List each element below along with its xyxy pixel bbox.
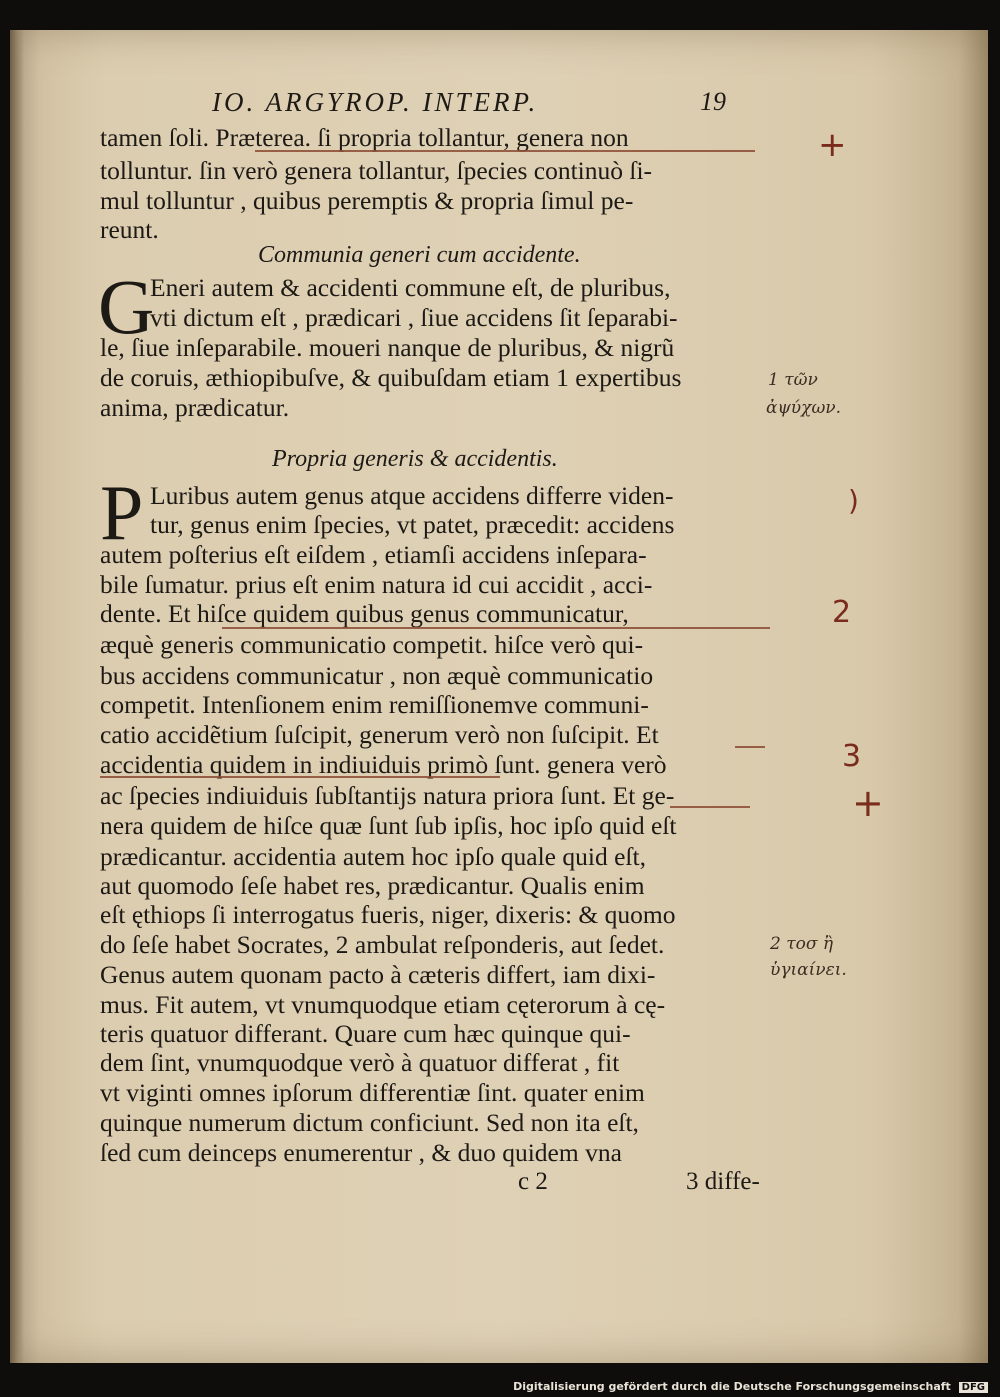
reader-underline [222,627,770,629]
marginal-note: ἀψύχων. [766,398,842,418]
reader-underline [735,746,765,748]
text-line: competit. Intenſionem enim remiſſionemve communi- [100,690,649,719]
text-line: dente. Et hiſce quidem quibus genus communicatur, [100,599,629,628]
text-line: de coruis, æthiopibuſve, & quibuſdam etiam 1 expertibus [100,363,682,392]
marginal-note: 2 τοσ ἢ [770,934,834,954]
text-line: vti dictum eſt , prædicari , ſiue accidens ſit ſeparabi- [150,303,678,332]
text-line: mus. Fit autem, vt vnumquodque etiam cęterorum à cę- [100,990,666,1019]
text-line: quinque numerum dictum conficiunt. Sed non ita eſt, [100,1108,639,1137]
text-line: bus accidens communicatur , non æquè communicatio [100,661,654,690]
text-line: mul tolluntur , quibus peremptis & propria ſimul pe- [100,186,634,215]
section-heading: Propria generis & accidentis. [272,446,558,472]
digitization-credit [513,1380,988,1393]
text-line: accidentia quidem in indiuiduis primò ſunt. genera verò [100,750,667,779]
text-line: prædicantur. accidentia autem hoc ipſo quale quid eſt, [100,842,646,871]
catchword: 3 diffe- [686,1168,760,1195]
drop-cap: G [98,263,155,350]
text-line: catio accidẽtium ſuſcipit, generum verò non ſuſcipit. Et [100,720,659,749]
text-line: Luribus autem genus atque accidens differre viden- [150,481,674,510]
reader-underline [100,776,500,778]
text-line: autem poſterius eſt eiſdem , etiamſi accidens inſepara- [100,540,647,569]
margin-mark: ) [848,484,859,517]
text-line: eſt ęthiops ſi interrogatus fueris, niger, dixeris: & quomo [100,900,676,929]
text-line: tamen ſoli. Præterea. ſi propria tollantur, genera non [100,123,629,152]
drop-cap: P [100,469,144,556]
text-line: ac ſpecies indiuiduis ſubſtantijs natura priora ſunt. Et ge- [100,781,675,810]
text-line: dem ſint, vnumquodque verò à quatuor differat , fit [100,1048,620,1077]
margin-mark: 2 [832,595,852,630]
marginal-note: ὑγιαίνει. [770,960,847,980]
page-gutter [10,30,24,1363]
text-line: tur, genus enim ſpecies, vt patet, præcedit: accidens [150,510,675,539]
text-line: do ſeſe habet Socrates, 2 ambulat reſponderis, aut ſedet. [100,930,665,959]
signature-mark: c 2 [518,1168,548,1195]
text-line: teris quatuor differant. Quare cum hæc quinque qui- [100,1019,631,1048]
text-line: vt viginti omnes ipſorum differentiæ ſint. quater enim [100,1078,645,1107]
text-line: Eneri autem & accidenti commune eſt, de pluribus, [150,273,671,302]
credit-text: Digitalisierung gefördert durch die Deutsche Forschungsgemeinschaft [513,1380,951,1393]
text-line: bile ſumatur. prius eſt enim natura id cui accidit , acci- [100,570,653,599]
reader-underline [255,150,755,152]
text-line: æquè generis communicatio competit. hiſce verò qui- [100,630,644,659]
text-line: aut quomodo ſeſe habet res, prædicantur. Qualis enim [100,871,645,900]
text-line: nera quidem de hiſce quæ ſunt ſub ipſis, hoc ipſo quid eſt [100,811,677,840]
margin-mark: + [818,125,847,165]
dfg-logo: DFG [959,1382,988,1393]
text-line: Genus autem quonam pacto à cæteris differt, iam dixi- [100,960,656,989]
running-title: IO. ARGYROP. INTERP. [212,87,539,117]
text-line: le, ſiue inſeparabile. moueri nanque de pluribus, & nigrũ [100,333,675,362]
margin-mark: + [852,781,884,825]
text-line: reunt. [100,215,159,244]
marginal-note: 1 τῶν [768,370,818,390]
section-heading: Communia generi cum accidente. [258,242,581,268]
text-line: ſed cum deinceps enumerentur , & duo quidem vna [100,1138,622,1167]
text-line: anima, prædicatur. [100,393,290,422]
folio-number: 19 [700,87,726,116]
text-line: tolluntur. ſin verò genera tollantur, ſpecies continuò ſi- [100,156,653,185]
margin-mark: 3 [842,739,862,774]
reader-underline [670,806,750,808]
